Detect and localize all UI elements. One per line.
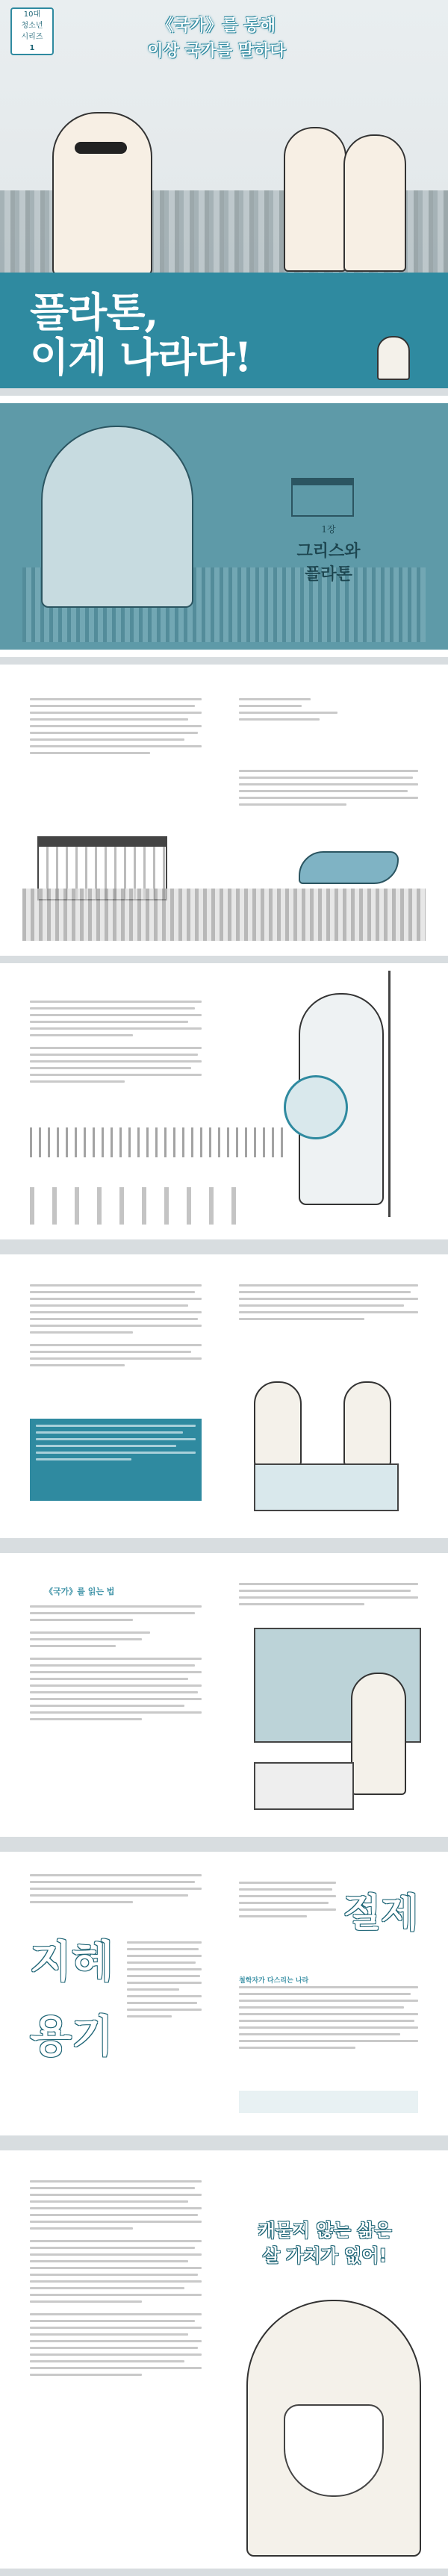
student-boy-illustration bbox=[343, 1381, 391, 1466]
badge-line: 청소년 bbox=[21, 22, 43, 30]
virtue-word-courage: 용기 bbox=[30, 2011, 114, 2062]
virtue-word-wisdom: 지혜 bbox=[30, 1936, 114, 1987]
desk-illustration bbox=[254, 1762, 354, 1810]
figures-illustration bbox=[30, 1187, 239, 1225]
chapter-title-line: 그리스와 bbox=[296, 541, 361, 561]
chapter-title-line: 플라톤 bbox=[305, 564, 352, 584]
cover-title bbox=[30, 290, 343, 379]
shark-illustration bbox=[299, 851, 399, 884]
footnote-box bbox=[239, 2091, 418, 2113]
student-girl-illustration bbox=[284, 127, 346, 272]
quote-bubble bbox=[224, 2218, 426, 2268]
chapter-number: 1장 bbox=[321, 524, 336, 535]
text-column-right bbox=[239, 1882, 336, 1922]
text-column-right bbox=[239, 1583, 418, 1610]
cover-subtitle-line: 이상 국가를 말하다 bbox=[147, 42, 286, 60]
text-column-right bbox=[239, 1284, 418, 1325]
text-column-left bbox=[30, 1605, 202, 1725]
text-column-left bbox=[30, 1001, 202, 1087]
virtue-word-temperance: 절제 bbox=[343, 1891, 419, 1936]
chapter-label bbox=[269, 523, 388, 585]
section-subhead-text: 《국가》를 읽는 법 bbox=[45, 1587, 115, 1596]
text-column-left bbox=[30, 1874, 202, 1908]
cover-title-line: 플라톤, bbox=[30, 288, 158, 336]
beard-illustration bbox=[284, 2404, 384, 2497]
battle-line-illustration bbox=[30, 1127, 284, 1157]
crowd-illustration bbox=[22, 889, 426, 941]
quote-line: 캐묻지 않는 삶은 bbox=[258, 2220, 392, 2241]
series-badge bbox=[10, 7, 54, 55]
badge-line: 10대 bbox=[23, 10, 41, 19]
info-box bbox=[30, 1419, 202, 1501]
cover-subtitle-line: 《국가》를 통해 bbox=[158, 16, 276, 35]
cover-subtitle bbox=[105, 13, 329, 64]
text-column-left bbox=[30, 1284, 202, 1371]
text-column-middle bbox=[127, 1941, 202, 2022]
quote-line: 살 가치가 없어! bbox=[262, 2245, 388, 2266]
book-cover bbox=[0, 0, 448, 388]
student-girl-illustration bbox=[254, 1381, 302, 1466]
sunglasses-icon bbox=[75, 142, 127, 154]
section-subhead-text: 철학자가 다스리는 나라 bbox=[239, 1977, 309, 1985]
cover-title-line: 이게 나라다! bbox=[30, 333, 252, 381]
spear-icon bbox=[388, 971, 391, 1217]
desk-illustration bbox=[254, 1463, 399, 1511]
graduation-cap-icon bbox=[377, 336, 410, 380]
badge-line: 1 bbox=[29, 44, 35, 52]
text-column-right bbox=[239, 698, 418, 810]
teacher-illustration bbox=[351, 1673, 406, 1795]
philosopher-illustration bbox=[52, 112, 152, 276]
temple-illustration bbox=[291, 478, 354, 517]
section-subhead bbox=[45, 1583, 114, 1597]
shield-icon bbox=[284, 1075, 348, 1139]
section-subhead bbox=[239, 1971, 308, 1985]
plato-bust-illustration bbox=[41, 426, 193, 608]
text-column-left bbox=[30, 698, 202, 759]
badge-line: 시리즈 bbox=[21, 33, 43, 41]
text-column-left bbox=[30, 2180, 202, 2380]
text-column-right bbox=[239, 1986, 418, 2053]
student-girl-illustration bbox=[343, 134, 406, 272]
